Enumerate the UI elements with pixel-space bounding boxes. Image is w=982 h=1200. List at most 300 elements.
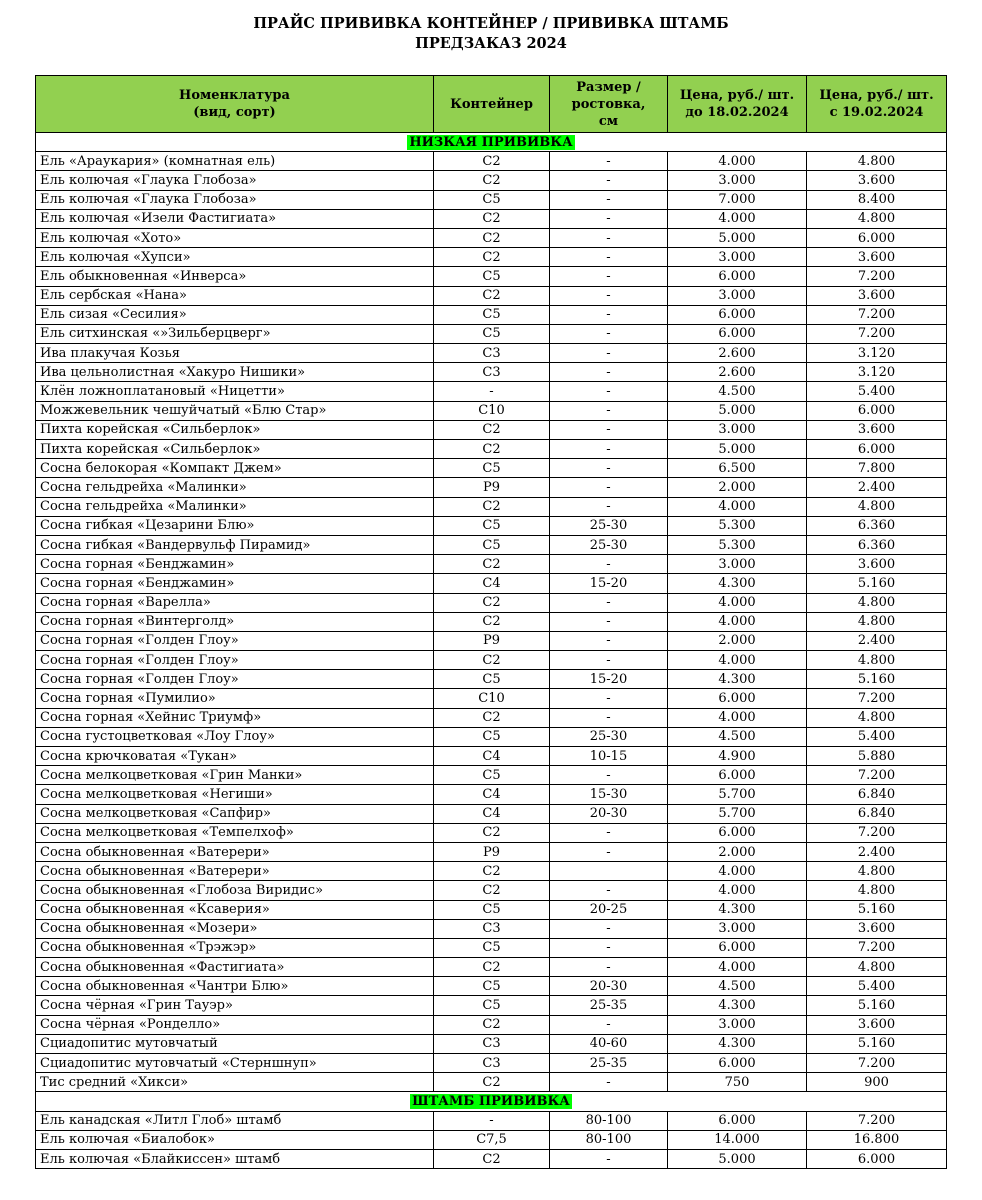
- cell-name: Ель колючая «Глаука Глобоза»: [36, 190, 434, 209]
- cell-container: С5: [434, 938, 550, 957]
- table-row: [36, 1015, 947, 1034]
- table-row: [36, 881, 947, 900]
- table-row: [36, 401, 947, 420]
- cell-size: -: [550, 190, 668, 209]
- cell-price-before: 6.000: [668, 1111, 807, 1130]
- cell-container: С4: [434, 574, 550, 593]
- cell-name: Сосна горная «Винтерголд»: [36, 612, 434, 631]
- cell-size: [550, 862, 668, 881]
- cell-container: С2: [434, 440, 550, 459]
- cell-name: Сосна мелкоцветковая «Негиши»: [36, 785, 434, 804]
- table-row: [36, 440, 947, 459]
- cell-container: С2: [434, 823, 550, 842]
- cell-price-after: 8.400: [807, 190, 947, 209]
- cell-size: -: [550, 401, 668, 420]
- cell-price-before: 3.000: [668, 919, 807, 938]
- cell-container: С2: [434, 612, 550, 631]
- cell-price-after: 2.400: [807, 842, 947, 861]
- table-row: [36, 1073, 947, 1092]
- cell-price-before: 4.000: [668, 497, 807, 516]
- cell-price-after: 5.160: [807, 670, 947, 689]
- cell-name: Сосна мелкоцветковая «Грин Манки»: [36, 766, 434, 785]
- cell-container: С2: [434, 420, 550, 439]
- cell-price-before: 6.000: [668, 267, 807, 286]
- table-row: [36, 651, 947, 670]
- cell-name: Сциадопитис мутовчатый: [36, 1034, 434, 1053]
- cell-price-before: 3.000: [668, 555, 807, 574]
- price-table: [35, 75, 947, 1169]
- cell-price-before: 6.000: [668, 305, 807, 324]
- table-row: [36, 727, 947, 746]
- cell-price-after: 3.600: [807, 1015, 947, 1034]
- cell-size: 25-35: [550, 996, 668, 1015]
- cell-name: Сосна обыкновенная «Ксаверия»: [36, 900, 434, 919]
- table-row: [36, 593, 947, 612]
- cell-price-before: 5.300: [668, 516, 807, 535]
- cell-name: Сосна обыкновенная «Мозери»: [36, 919, 434, 938]
- table-row: [36, 535, 947, 554]
- cell-price-before: 5.700: [668, 785, 807, 804]
- table-row: [36, 612, 947, 631]
- table-row: [36, 459, 947, 478]
- cell-size: -: [550, 612, 668, 631]
- cell-container: С2: [434, 651, 550, 670]
- cell-name: Сосна крючковатая «Тукан»: [36, 747, 434, 766]
- cell-price-before: 4.500: [668, 977, 807, 996]
- cell-price-after: 7.200: [807, 938, 947, 957]
- column-header-container: Контейнер: [434, 76, 550, 133]
- cell-size: -: [550, 171, 668, 190]
- cell-price-before: 4.000: [668, 958, 807, 977]
- cell-price-after: 2.400: [807, 478, 947, 497]
- cell-price-after: 3.600: [807, 919, 947, 938]
- cell-price-before: 2.000: [668, 631, 807, 650]
- cell-container: С5: [434, 516, 550, 535]
- table-row: [36, 1111, 947, 1130]
- table-row: [36, 1034, 947, 1053]
- table-row: [36, 631, 947, 650]
- cell-name: Можжевельник чешуйчатый «Блю Стар»: [36, 401, 434, 420]
- cell-container: С2: [434, 209, 550, 228]
- cell-price-before: 6.000: [668, 823, 807, 842]
- cell-price-before: 3.000: [668, 1015, 807, 1034]
- cell-name: Сосна горная «Голден Глоу»: [36, 651, 434, 670]
- table-row: [36, 708, 947, 727]
- cell-name: Ива плакучая Козья: [36, 344, 434, 363]
- cell-price-before: 4.000: [668, 593, 807, 612]
- cell-size: -: [550, 382, 668, 401]
- cell-price-before: 6.000: [668, 766, 807, 785]
- cell-price-after: 4.800: [807, 497, 947, 516]
- table-header-row: [36, 76, 947, 133]
- cell-price-after: 7.200: [807, 1111, 947, 1130]
- section-header-row: [36, 1092, 947, 1111]
- table-row: [36, 785, 947, 804]
- cell-container: С2: [434, 228, 550, 247]
- cell-price-before: 4.000: [668, 881, 807, 900]
- cell-price-after: 900: [807, 1073, 947, 1092]
- cell-size: -: [550, 555, 668, 574]
- cell-container: С2: [434, 881, 550, 900]
- cell-name: Сосна гельдрейха «Малинки»: [36, 497, 434, 516]
- cell-container: -: [434, 382, 550, 401]
- cell-price-before: 3.000: [668, 286, 807, 305]
- cell-container: С2: [434, 1015, 550, 1034]
- cell-container: С3: [434, 344, 550, 363]
- cell-price-after: 6.360: [807, 516, 947, 535]
- cell-price-after: 4.800: [807, 862, 947, 881]
- cell-name: Сосна чёрная «Грин Тауэр»: [36, 996, 434, 1015]
- cell-name: Сосна горная «Бенджамин»: [36, 574, 434, 593]
- cell-price-before: 5.700: [668, 804, 807, 823]
- cell-name: Клён ложноплатановый «Ницетти»: [36, 382, 434, 401]
- cell-container: С4: [434, 785, 550, 804]
- document-title: [0, 14, 982, 54]
- cell-price-before: 5.000: [668, 440, 807, 459]
- cell-price-after: 3.600: [807, 286, 947, 305]
- cell-container: С3: [434, 919, 550, 938]
- table-row: [36, 689, 947, 708]
- table-row: [36, 305, 947, 324]
- cell-price-before: 4.000: [668, 651, 807, 670]
- cell-price-after: 4.800: [807, 958, 947, 977]
- table-row: [36, 766, 947, 785]
- column-header-name: Номенклатура (вид, сорт): [36, 76, 434, 133]
- cell-price-after: 5.880: [807, 747, 947, 766]
- table-row: [36, 382, 947, 401]
- table-row: [36, 900, 947, 919]
- cell-price-before: 4.300: [668, 670, 807, 689]
- cell-price-after: 5.400: [807, 382, 947, 401]
- cell-size: -: [550, 459, 668, 478]
- section-title: ШТАМБ ПРИВИВКА: [412, 1093, 570, 1109]
- cell-size: -: [550, 1015, 668, 1034]
- cell-price-before: 4.000: [668, 209, 807, 228]
- cell-size: -: [550, 497, 668, 516]
- cell-container: С5: [434, 324, 550, 343]
- cell-name: Тис средний «Хикси»: [36, 1073, 434, 1092]
- cell-price-before: 4.300: [668, 900, 807, 919]
- cell-price-after: 7.200: [807, 267, 947, 286]
- cell-price-after: 5.160: [807, 574, 947, 593]
- cell-size: -: [550, 958, 668, 977]
- cell-size: -: [550, 440, 668, 459]
- cell-price-before: 4.500: [668, 727, 807, 746]
- column-header-price-before: Цена, руб./ шт. до 18.02.2024: [668, 76, 807, 133]
- cell-container: С5: [434, 535, 550, 554]
- table-row: [36, 267, 947, 286]
- cell-price-after: 6.000: [807, 401, 947, 420]
- cell-price-before: 4.000: [668, 708, 807, 727]
- cell-container: С2: [434, 171, 550, 190]
- table-row: [36, 516, 947, 535]
- cell-price-after: 4.800: [807, 209, 947, 228]
- cell-container: Р9: [434, 631, 550, 650]
- cell-price-after: 7.200: [807, 823, 947, 842]
- cell-name: Сосна горная «Пумилио»: [36, 689, 434, 708]
- cell-container: С2: [434, 497, 550, 516]
- cell-name: Сосна чёрная «Ронделло»: [36, 1015, 434, 1034]
- cell-container: С5: [434, 977, 550, 996]
- table-row: [36, 670, 947, 689]
- table-row: [36, 1149, 947, 1168]
- cell-price-after: 4.800: [807, 651, 947, 670]
- cell-name: Ель ситхинская «»Зильберцверг»: [36, 324, 434, 343]
- cell-container: С3: [434, 1054, 550, 1073]
- cell-price-before: 7.000: [668, 190, 807, 209]
- cell-price-before: 2.600: [668, 363, 807, 382]
- cell-name: Сосна гибкая «Цезарини Блю»: [36, 516, 434, 535]
- cell-price-after: 6.360: [807, 535, 947, 554]
- cell-container: С4: [434, 804, 550, 823]
- cell-name: Сосна мелкоцветковая «Темпелхоф»: [36, 823, 434, 842]
- table-row: [36, 344, 947, 363]
- cell-price-before: 2.000: [668, 478, 807, 497]
- cell-price-before: 4.900: [668, 747, 807, 766]
- table-row: [36, 420, 947, 439]
- cell-price-before: 4.000: [668, 862, 807, 881]
- cell-name: Ель колючая «Изели Фастигиата»: [36, 209, 434, 228]
- cell-price-before: 4.500: [668, 382, 807, 401]
- cell-name: Ель колючая «Хупси»: [36, 248, 434, 267]
- table-row: [36, 938, 947, 957]
- cell-price-after: 7.800: [807, 459, 947, 478]
- cell-container: С2: [434, 862, 550, 881]
- cell-name: Ель сизая «Сесилия»: [36, 305, 434, 324]
- cell-price-before: 5.000: [668, 401, 807, 420]
- cell-name: Ель «Араукария» (комнатная ель): [36, 152, 434, 171]
- cell-size: -: [550, 420, 668, 439]
- cell-price-after: 4.800: [807, 612, 947, 631]
- column-header-size: Размер / ростовка, см: [550, 76, 668, 133]
- cell-container: С10: [434, 401, 550, 420]
- title-line-2: ПРЕДЗАКАЗ 2024: [415, 35, 567, 52]
- cell-size: -: [550, 1149, 668, 1168]
- cell-price-before: 6.000: [668, 938, 807, 957]
- cell-price-before: 6.000: [668, 1054, 807, 1073]
- cell-name: Сциадопитис мутовчатый «Стерншнуп»: [36, 1054, 434, 1073]
- cell-container: С3: [434, 363, 550, 382]
- cell-name: Сосна горная «Голден Глоу»: [36, 631, 434, 650]
- cell-size: 80-100: [550, 1130, 668, 1149]
- cell-container: С2: [434, 1073, 550, 1092]
- cell-container: С2: [434, 248, 550, 267]
- cell-name: Сосна обыкновенная «Ватерери»: [36, 862, 434, 881]
- cell-price-after: 6.000: [807, 228, 947, 247]
- cell-container: С2: [434, 958, 550, 977]
- cell-name: Ель колючая «Глаука Глобоза»: [36, 171, 434, 190]
- cell-size: 25-30: [550, 727, 668, 746]
- cell-container: С2: [434, 1149, 550, 1168]
- cell-size: -: [550, 344, 668, 363]
- cell-price-before: 3.000: [668, 171, 807, 190]
- cell-name: Сосна мелкоцветковая «Сапфир»: [36, 804, 434, 823]
- cell-size: 25-35: [550, 1054, 668, 1073]
- cell-price-after: 3.120: [807, 344, 947, 363]
- cell-name: Сосна обыкновенная «Глобоза Виридис»: [36, 881, 434, 900]
- cell-container: С5: [434, 670, 550, 689]
- cell-container: Р9: [434, 478, 550, 497]
- column-header-price-after: Цена, руб./ шт. с 19.02.2024: [807, 76, 947, 133]
- cell-size: -: [550, 209, 668, 228]
- table-row: [36, 497, 947, 516]
- table-row: [36, 152, 947, 171]
- cell-size: 40-60: [550, 1034, 668, 1053]
- cell-container: С5: [434, 267, 550, 286]
- cell-container: С2: [434, 593, 550, 612]
- cell-size: -: [550, 248, 668, 267]
- cell-name: Сосна обыкновенная «Фастигиата»: [36, 958, 434, 977]
- cell-price-after: 5.160: [807, 996, 947, 1015]
- cell-price-after: 7.200: [807, 305, 947, 324]
- cell-price-after: 3.120: [807, 363, 947, 382]
- cell-price-after: 7.200: [807, 324, 947, 343]
- title-line-1: ПРАЙС ПРИВИВКА КОНТЕЙНЕР / ПРИВИВКА ШТАМБ: [253, 15, 729, 32]
- cell-price-before: 4.300: [668, 574, 807, 593]
- cell-name: Пихта корейская «Сильберлок»: [36, 420, 434, 439]
- cell-size: -: [550, 689, 668, 708]
- cell-container: С2: [434, 152, 550, 171]
- cell-name: Ель колючая «Хото»: [36, 228, 434, 247]
- table-body: [36, 133, 947, 1169]
- cell-name: Ель обыкновенная «Инверса»: [36, 267, 434, 286]
- cell-size: -: [550, 152, 668, 171]
- cell-size: -: [550, 228, 668, 247]
- cell-name: Сосна горная «Варелла»: [36, 593, 434, 612]
- table-row: [36, 958, 947, 977]
- cell-price-after: 4.800: [807, 152, 947, 171]
- section-header-cell: [36, 133, 947, 152]
- cell-price-before: 5.300: [668, 535, 807, 554]
- cell-name: Ель сербская «Нана»: [36, 286, 434, 305]
- cell-price-after: 5.400: [807, 727, 947, 746]
- cell-price-before: 14.000: [668, 1130, 807, 1149]
- cell-name: Сосна обыкновенная «Трэжэр»: [36, 938, 434, 957]
- cell-price-after: 4.800: [807, 708, 947, 727]
- cell-price-after: 5.400: [807, 977, 947, 996]
- cell-container: С5: [434, 727, 550, 746]
- cell-size: -: [550, 651, 668, 670]
- cell-name: Сосна обыкновенная «Ватерери»: [36, 842, 434, 861]
- cell-container: С2: [434, 708, 550, 727]
- cell-name: Сосна гибкая «Вандервульф Пирамид»: [36, 535, 434, 554]
- cell-price-after: 5.160: [807, 900, 947, 919]
- cell-name: Ива цельнолистная «Хакуро Нишики»: [36, 363, 434, 382]
- table-row: [36, 478, 947, 497]
- table-row: [36, 977, 947, 996]
- cell-container: С5: [434, 190, 550, 209]
- cell-name: Сосна горная «Голден Глоу»: [36, 670, 434, 689]
- cell-size: -: [550, 286, 668, 305]
- cell-name: Ель колючая «Биалобок»: [36, 1130, 434, 1149]
- cell-price-after: 4.800: [807, 881, 947, 900]
- cell-price-before: 2.000: [668, 842, 807, 861]
- cell-size: 15-30: [550, 785, 668, 804]
- table-row: [36, 747, 947, 766]
- cell-size: -: [550, 919, 668, 938]
- cell-size: 25-30: [550, 516, 668, 535]
- cell-price-after: 16.800: [807, 1130, 947, 1149]
- table-row: [36, 574, 947, 593]
- table-row: [36, 804, 947, 823]
- table-row: [36, 228, 947, 247]
- cell-price-after: 6.000: [807, 440, 947, 459]
- cell-size: 20-25: [550, 900, 668, 919]
- cell-size: -: [550, 708, 668, 727]
- table-row: [36, 862, 947, 881]
- cell-price-before: 5.000: [668, 228, 807, 247]
- cell-price-before: 6.500: [668, 459, 807, 478]
- cell-price-before: 6.000: [668, 689, 807, 708]
- table-row: [36, 363, 947, 382]
- cell-size: -: [550, 823, 668, 842]
- cell-container: С7,5: [434, 1130, 550, 1149]
- cell-size: -: [550, 305, 668, 324]
- table-row: [36, 286, 947, 305]
- cell-price-after: 6.840: [807, 785, 947, 804]
- cell-container: С5: [434, 766, 550, 785]
- cell-price-after: 3.600: [807, 248, 947, 267]
- cell-size: 20-30: [550, 804, 668, 823]
- cell-price-after: 6.000: [807, 1149, 947, 1168]
- cell-size: -: [550, 267, 668, 286]
- cell-price-after: 3.600: [807, 420, 947, 439]
- table-row: [36, 919, 947, 938]
- cell-name: Сосна густоцветковая «Лоу Глоу»: [36, 727, 434, 746]
- table-row: [36, 248, 947, 267]
- table-row: [36, 555, 947, 574]
- cell-container: С10: [434, 689, 550, 708]
- cell-price-after: 7.200: [807, 689, 947, 708]
- cell-price-before: 3.000: [668, 248, 807, 267]
- cell-container: С2: [434, 555, 550, 574]
- cell-size: -: [550, 938, 668, 957]
- cell-name: Сосна горная «Бенджамин»: [36, 555, 434, 574]
- cell-container: С5: [434, 459, 550, 478]
- table-row: [36, 823, 947, 842]
- cell-container: С5: [434, 996, 550, 1015]
- cell-price-before: 2.600: [668, 344, 807, 363]
- table-row: [36, 996, 947, 1015]
- cell-price-before: 4.000: [668, 152, 807, 171]
- cell-container: С5: [434, 900, 550, 919]
- cell-size: -: [550, 842, 668, 861]
- cell-size: -: [550, 363, 668, 382]
- cell-price-before: 4.300: [668, 996, 807, 1015]
- cell-size: -: [550, 478, 668, 497]
- table-row: [36, 171, 947, 190]
- cell-price-after: 6.840: [807, 804, 947, 823]
- cell-price-after: 4.800: [807, 593, 947, 612]
- cell-price-after: 7.200: [807, 766, 947, 785]
- section-header-row: [36, 133, 947, 152]
- cell-name: Сосна гельдрейха «Малинки»: [36, 478, 434, 497]
- cell-price-before: 4.000: [668, 612, 807, 631]
- cell-price-after: 2.400: [807, 631, 947, 650]
- cell-container: С4: [434, 747, 550, 766]
- table-row: [36, 190, 947, 209]
- cell-price-after: 3.600: [807, 555, 947, 574]
- cell-size: -: [550, 1073, 668, 1092]
- cell-size: 15-20: [550, 574, 668, 593]
- table-row: [36, 324, 947, 343]
- cell-size: 10-15: [550, 747, 668, 766]
- cell-size: 80-100: [550, 1111, 668, 1130]
- cell-size: 15-20: [550, 670, 668, 689]
- cell-size: -: [550, 881, 668, 900]
- cell-price-before: 4.300: [668, 1034, 807, 1053]
- table-row: [36, 1130, 947, 1149]
